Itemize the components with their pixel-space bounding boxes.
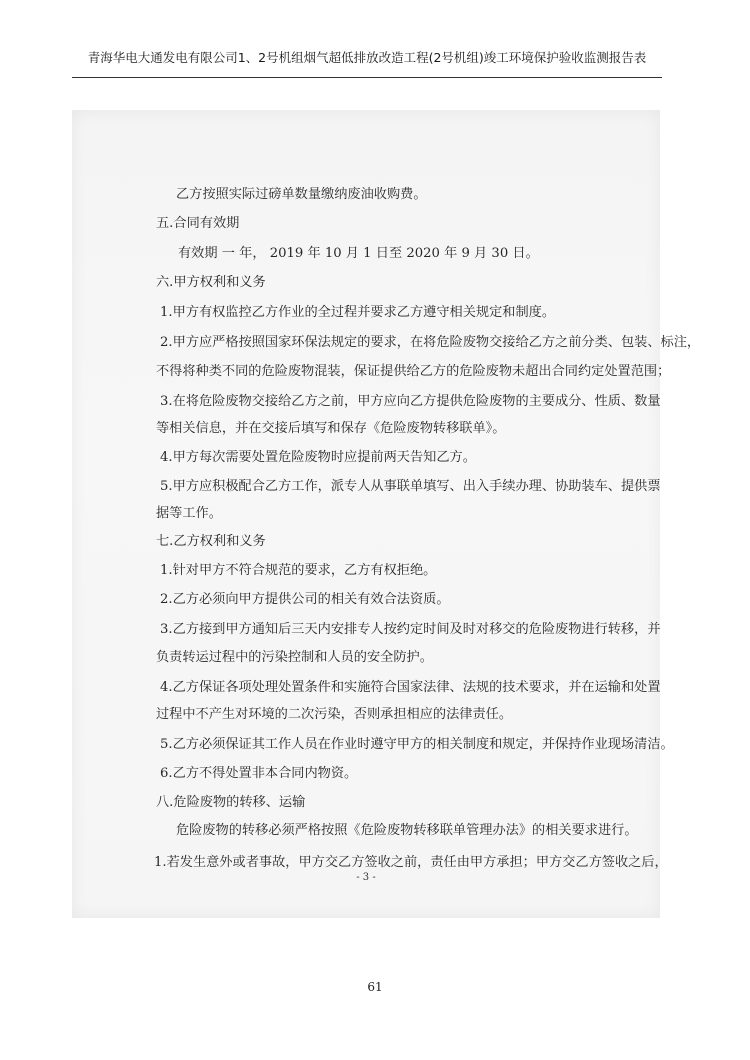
report-header-title: 青海华电大通发电有限公司1、2号机组烟气超低排放改造工程(2号机组)竣工环境保护验收监测报告表 — [87, 50, 647, 65]
contract-line: 乙方按照实际过磅单数量缴纳废油收购费。 — [176, 187, 427, 202]
contract-line: 过程中不产生对环境的二次污染，否则承担相应的法律责任。 — [156, 707, 513, 722]
report-page-number: 61 — [367, 980, 383, 994]
contract-line: 3.乙方接到甲方通知后三天内安排专人按约定时间及时对移交的危险废物进行转移，并 — [160, 622, 661, 637]
contract-line: 4.乙方保证各项处理处置条件和实施符合国家法律、法规的技术要求，并在运输和处置 — [160, 680, 661, 695]
contract-line: 1.甲方有权监控乙方作业的全过程并要求乙方遵守相关规定和制度。 — [160, 305, 556, 320]
contract-line: 危险废物的转移必须严格按照《危险废物转移联单管理办法》的相关要求进行。 — [176, 823, 638, 838]
contract-line: 5.甲方应积极配合乙方工作，派专人从事联单填写、出入手续办理、协助装车、提供票 — [160, 479, 661, 494]
contract-line: 1.针对甲方不符合规范的要求，乙方有权拒绝。 — [160, 563, 437, 578]
validity-period-line: 有效期 一 年， 2019 年 10 月 1 日至 2020 年 9 月 30 日。 — [178, 246, 539, 261]
contract-line: 2.乙方必须向甲方提供公司的相关有效合法资质。 — [160, 592, 450, 607]
contract-line: 3.在将危险废物交接给乙方之前，甲方应向乙方提供危险废物的主要成分、性质、数量 — [160, 394, 661, 409]
section-heading: 六.甲方权利和义务 — [156, 275, 266, 290]
contract-line: 5.乙方必须保证其工作人员在作业时遵守甲方的相关制度和规定，并保持作业现场清洁。 — [160, 737, 674, 752]
contract-line: 不得将种类不同的危险废物混装，保证提供给乙方的危险废物未超出合同约定处置范围； — [156, 364, 671, 379]
contract-line: 2.甲方应严格按照国家环保法规定的要求，在将危险废物交接给乙方之前分类、包装、标注， — [160, 335, 701, 350]
header-divider — [72, 77, 662, 78]
section-heading: 八.危险废物的转移、运输 — [156, 795, 306, 810]
section-heading: 七.乙方权利和义务 — [156, 534, 266, 549]
scan-page-number: - 3 - — [356, 872, 376, 883]
contract-line: 4.甲方每次需要处置危险废物时应提前两天告知乙方。 — [160, 450, 476, 465]
scanned-contract-page — [72, 110, 701, 918]
contract-line: 负责转运过程中的污染控制和人员的安全防护。 — [156, 650, 433, 665]
contract-line: 据等工作。 — [156, 506, 222, 521]
contract-line: 6.乙方不得处置非本合同内物资。 — [160, 766, 358, 781]
contract-line: 1.若发生意外或者事故，甲方交乙方签收之前，责任由甲方承担；甲方交乙方签收之后， — [154, 855, 668, 870]
contract-line: 等相关信息，并在交接后填写和保存《危险废物转移联单》。 — [156, 421, 506, 436]
section-heading: 五.合同有效期 — [156, 216, 240, 231]
